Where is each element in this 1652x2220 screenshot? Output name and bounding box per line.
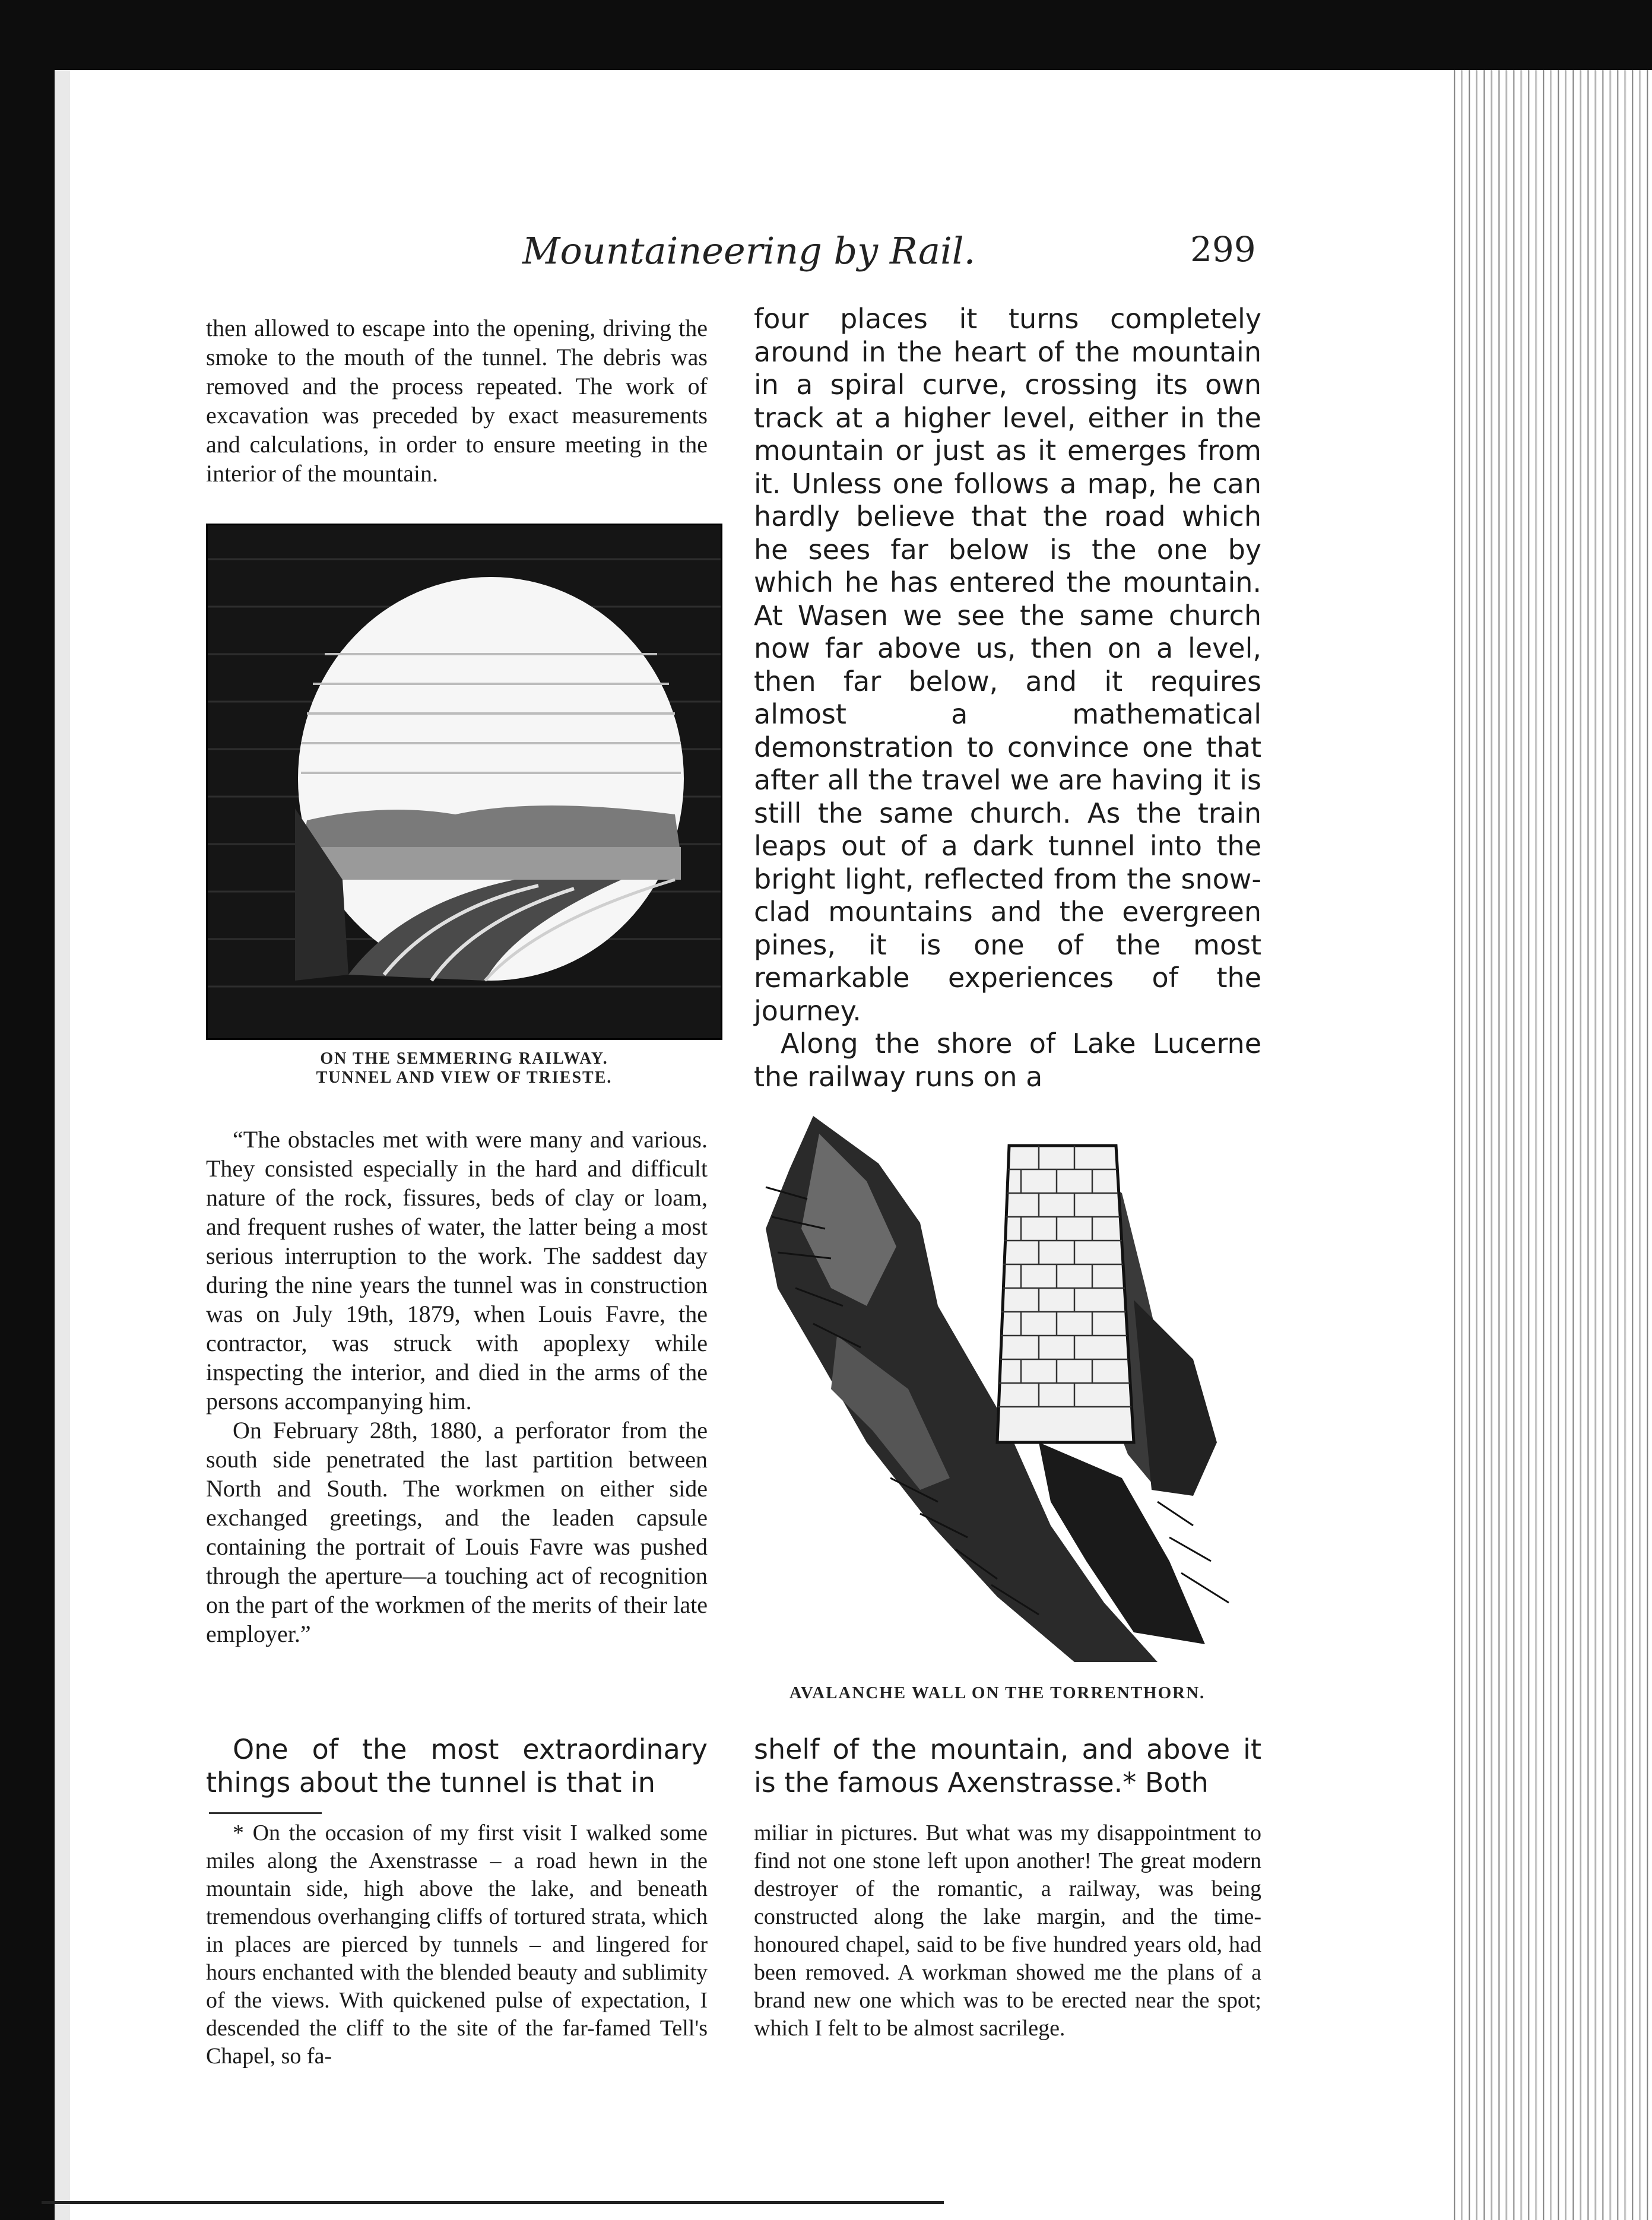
tunnel-illustration <box>206 524 722 1040</box>
right-bottom-paragraph: shelf of the mountain, and above it is the famous Axenstrasse.* Both <box>754 1733 1261 1799</box>
left-paragraph-3: On February 28th, 1880, a perforator from the south side penetrated the last partition between North and South. The workmen on either side exchanged greetings, and the leaden capsule containing the portrait of Louis Favre was pushed through the aperture—a touching act of recognition on the part of the workmen of the merits of their late employer.” <box>206 1417 708 1647</box>
page-number: 299 <box>1190 229 1256 269</box>
tunnel-caption-line-2: TUNNEL AND VIEW OF TRIESTE. <box>316 1068 613 1087</box>
left-quote-block <box>206 1125 708 1648</box>
tunnel-caption <box>206 1049 722 1087</box>
footnote-left: * On the occasion of my first visit I walked some miles along the Axenstrasse – a road hewn in the mountain side, high above the lake, and beneath tremendous overhanging cliffs of tortured strata, which in places are pierced by tunnels – and lingered for hours enchanted with the blended beauty and sublimity of the views. With quickened pulse of expectation, I descended the cliff to the site of the far-famed Tell's Chapel, so fa- <box>206 1821 708 2069</box>
avalanche-wall-illustration <box>742 1110 1276 1668</box>
scan-left-border <box>0 0 55 2220</box>
left-paragraph-2: “The obstacles met with were many and various. They consisted especially in the hard and difficult nature of the rock, fissures, beds of clay or loam, and frequent rushes of water, the latter being a most serious interruption to the work. The saddest day during the nine years the tunnel was in construction was on July 19th, 1879, when Louis Favre, the contractor, was struck with apoplexy while inspecting the interior, and died in the arms of the persons accompanying him. <box>206 1126 708 1415</box>
left-top-paragraph: then allowed to escape into the opening, driving the smoke to the mouth of the tunnel. The debris was removed and the process repeated. The work of excavation was preceded by exact measurements and calculations, in order to ensure meeting in the interior of the mountain. <box>206 315 708 487</box>
avalanche-wall <box>997 1146 1134 1442</box>
right-top-paragraph: four places it turns completely around in the heart of the mountain in a spiral curve, crossing its own track at a higher level, either in the mountain or just as it emerges from it. Unless one follows a map, he can hardly believe that the road which he sees far below is the one by which he has entered the mountain. At Wasen we see the same church now far above us, then on a level, then far below, and it requires almost a mathematical demonstration to convince one that after all the travel we are having it is still the same church. As the train leaps out of a dark tunnel into the bright light, reflected from the snow-clad mountains and the evergreen pines, it is one of the most remarkable experiences of the journey. Along the shore of Lake Lucerne the railway runs on a <box>754 303 1261 1093</box>
scan-right-page-edges <box>1448 70 1652 2220</box>
tunnel-caption-line-1: ON THE SEMMERING RAILWAY. <box>320 1049 608 1068</box>
avalanche-drawing <box>742 1110 1276 1668</box>
footnote-right: miliar in pictures. But what was my disappointment to find not one stone left upon another! The great modern destroyer of the romantic, a railway, was being constructed along the lake margin, and the time-honoured chapel, said to be five hundred years old, had been removed. A workman showed me the plans of a brand new one which was to be erected near the spot; which I felt to be almost sacrilege. <box>754 1821 1261 2041</box>
left-bottom-paragraph: One of the most extraordinary things about the tunnel is that in <box>206 1733 708 1799</box>
scan-bottom-rule <box>42 2201 944 2204</box>
scan-gutter-shadow <box>55 70 70 2220</box>
tunnel-drawing <box>206 524 722 1040</box>
footnote-rule <box>209 1812 322 1814</box>
running-head: Mountaineering by Rail. <box>522 229 976 272</box>
scan-top-border <box>0 0 1652 70</box>
avalanche-caption: AVALANCHE WALL ON THE TORRENTHORN. <box>789 1683 1206 1702</box>
right-paragraph-2: Along the shore of Lake Lucerne the railway runs on a <box>754 1027 1261 1093</box>
